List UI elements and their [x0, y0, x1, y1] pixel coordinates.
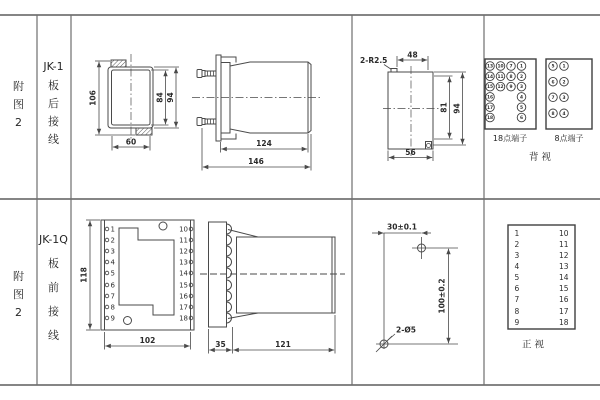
dim-label: 35: [215, 340, 226, 349]
terminal-number: 7: [509, 64, 513, 70]
wiring-char: 板: [48, 79, 59, 92]
terminal-panel-18: [485, 59, 536, 143]
terminal-number: 8: [551, 111, 555, 117]
terminal-number: 10: [179, 225, 188, 234]
jk1-panel-cutout: [360, 51, 466, 162]
terminal-number: 3: [110, 247, 115, 256]
radius-note: [360, 56, 392, 70]
terminal-number: 2: [562, 80, 566, 86]
terminal-number: 7: [110, 292, 115, 301]
wiring-char: 后: [48, 97, 59, 110]
model-name: JK-1: [43, 60, 64, 73]
dim-label: 124: [256, 139, 272, 148]
terminal-number: 4: [562, 111, 566, 117]
terminal-number: 13: [486, 64, 494, 70]
terminal-number: 14: [558, 273, 569, 282]
terminal-number: 5: [519, 105, 524, 111]
terminal-number: 12: [497, 85, 504, 91]
wiring-char: 板: [48, 257, 59, 270]
dim-label: 100±0.2: [437, 278, 447, 314]
terminal-number: 6: [514, 284, 520, 293]
fig-char: 图: [13, 288, 24, 301]
terminal-number: 17: [486, 105, 494, 111]
dim-35: [209, 327, 233, 354]
terminal-number: 1: [519, 64, 524, 70]
terminal-number: 8: [514, 307, 520, 316]
dim-label: 56: [405, 148, 416, 157]
terminal-number: 17: [179, 303, 188, 312]
dim-81: [434, 76, 453, 139]
terminal-number: 14: [179, 269, 188, 278]
fig-char: 2: [15, 116, 22, 129]
jk1-side-view: [192, 55, 320, 171]
terminal-number: 15: [558, 284, 569, 293]
terminal-number: 5: [514, 273, 520, 282]
terminal-number: 18: [558, 318, 569, 327]
dim-label: 102: [139, 336, 156, 345]
back-view-label: 背 视: [528, 152, 552, 163]
note-label: 2-Ø5: [396, 325, 416, 335]
dim-label: 146: [248, 157, 264, 166]
terminal-number: 9: [514, 318, 520, 327]
terminal-number: 7: [514, 295, 520, 304]
dim-label: 60: [125, 137, 137, 147]
front-plate: [209, 222, 227, 327]
dim-label: 106: [88, 90, 98, 106]
terminal-screw-bottom: [197, 118, 216, 126]
dim-label: 121: [275, 340, 291, 349]
fig-char: 附: [13, 80, 24, 93]
terminal-number: 16: [179, 292, 188, 301]
panel-18-label: 18点端子: [492, 134, 528, 143]
terminal-number: 18: [179, 314, 188, 323]
terminal-number: 4: [519, 95, 524, 101]
terminal-number: 16: [558, 295, 569, 304]
terminal-number: 11: [558, 240, 569, 249]
dim-label: 84: [155, 92, 165, 103]
dim-121: [233, 315, 335, 354]
terminal-number: 1: [110, 225, 115, 234]
dim-124: [221, 134, 309, 153]
jk1q-front-view: [80, 220, 195, 350]
terminal-number: 8: [110, 303, 115, 312]
terminal-number: 6: [519, 116, 524, 122]
case-body: [237, 237, 336, 313]
terminal-number: 10: [497, 64, 504, 70]
terminal-number: 14: [486, 74, 494, 80]
left-terminal-column: [105, 226, 115, 323]
terminal-number: 11: [497, 74, 504, 80]
wiring-char: 前: [48, 281, 59, 294]
terminal-number: 7: [551, 95, 555, 101]
terminal-number: 13: [179, 258, 188, 267]
wiring-char: 接: [48, 115, 59, 128]
terminal-number: 15: [179, 281, 188, 290]
front-view-label: 正 视: [521, 339, 545, 351]
drill-plan: [372, 223, 458, 353]
terminal-number: 3: [562, 95, 566, 101]
terminal-number: 12: [558, 251, 569, 260]
dim-30: [372, 223, 431, 234]
dim-102: [105, 332, 191, 350]
terminal-number: 5: [110, 269, 115, 278]
row1-model-label: [42, 60, 63, 146]
terminal-number: 3: [519, 85, 524, 91]
mounting-hole-top: [159, 222, 167, 230]
terminal-number: 3: [514, 251, 520, 260]
dim-label: 81: [439, 102, 449, 113]
terminal-number-table: [508, 225, 575, 351]
terminal-number: 4: [110, 258, 115, 267]
terminal-number: 2: [519, 74, 524, 80]
fig-char: 图: [13, 98, 24, 111]
top-tab-hatched: [111, 60, 126, 67]
terminal-number: 6: [551, 80, 555, 86]
dim-118: [80, 220, 101, 330]
terminal-number: 2: [110, 236, 115, 245]
terminal-number: 17: [558, 307, 569, 316]
terminal-number: 11: [179, 236, 188, 245]
dim-label: 94: [452, 103, 462, 114]
terminal-number: 16: [486, 95, 494, 101]
terminal-number: 2: [514, 240, 520, 249]
terminal-number: 8: [509, 74, 513, 80]
mounting-hole-bottom: [124, 317, 132, 325]
jk1-front-view: [89, 54, 180, 151]
fig-char: 附: [13, 270, 24, 283]
dim-label: 30±0.1: [386, 222, 418, 232]
panel-8-label: 8点端子: [554, 134, 584, 143]
mounting-flange: [216, 55, 221, 141]
terminal-number: 12: [179, 247, 188, 256]
fig-char: 2: [15, 306, 22, 319]
terminal-screw-top: [197, 70, 216, 78]
terminal-number: 4: [514, 262, 520, 271]
model-name: JK-1Q: [39, 233, 68, 246]
terminal-number: 9: [509, 85, 513, 91]
connector-step-outline: [119, 228, 174, 315]
screw-hole: [427, 144, 431, 148]
wiring-char: 线: [48, 329, 59, 342]
dim-label: 94: [166, 92, 175, 103]
bottom-tab-hatched: [136, 128, 152, 135]
hole-note: [388, 326, 416, 341]
dim-label: 48: [407, 50, 418, 60]
jk1q-side-view: [200, 222, 345, 354]
dim-100: [438, 249, 449, 343]
row2-model-label: [38, 233, 68, 342]
terminal-number: 13: [558, 262, 569, 271]
row1-figure-label: [13, 79, 24, 129]
wiring-char: 接: [48, 305, 59, 318]
dim-48: [397, 51, 428, 71]
terminal-panel-8: [546, 59, 592, 143]
terminal-number: 10: [558, 229, 569, 238]
note-label: 2-R2.5: [360, 56, 388, 65]
terminal-number: 5: [551, 64, 555, 70]
cutout-outline: [388, 72, 433, 149]
dim-label: 118: [79, 267, 89, 283]
terminal-bumps: [227, 224, 232, 323]
row2-figure-label: [13, 269, 24, 319]
terminal-number: 18: [486, 116, 494, 122]
terminal-number: 6: [110, 281, 115, 290]
terminal-number: 9: [110, 314, 115, 323]
radius-tab-top: [391, 69, 397, 73]
case-outline: [108, 67, 153, 128]
dim-60: [112, 136, 150, 151]
terminal-number: 1: [514, 229, 520, 238]
terminal-number: 15: [486, 85, 494, 91]
terminal-number: 1: [562, 64, 566, 70]
dim-56: [388, 148, 433, 161]
wiring-char: 线: [48, 133, 59, 146]
